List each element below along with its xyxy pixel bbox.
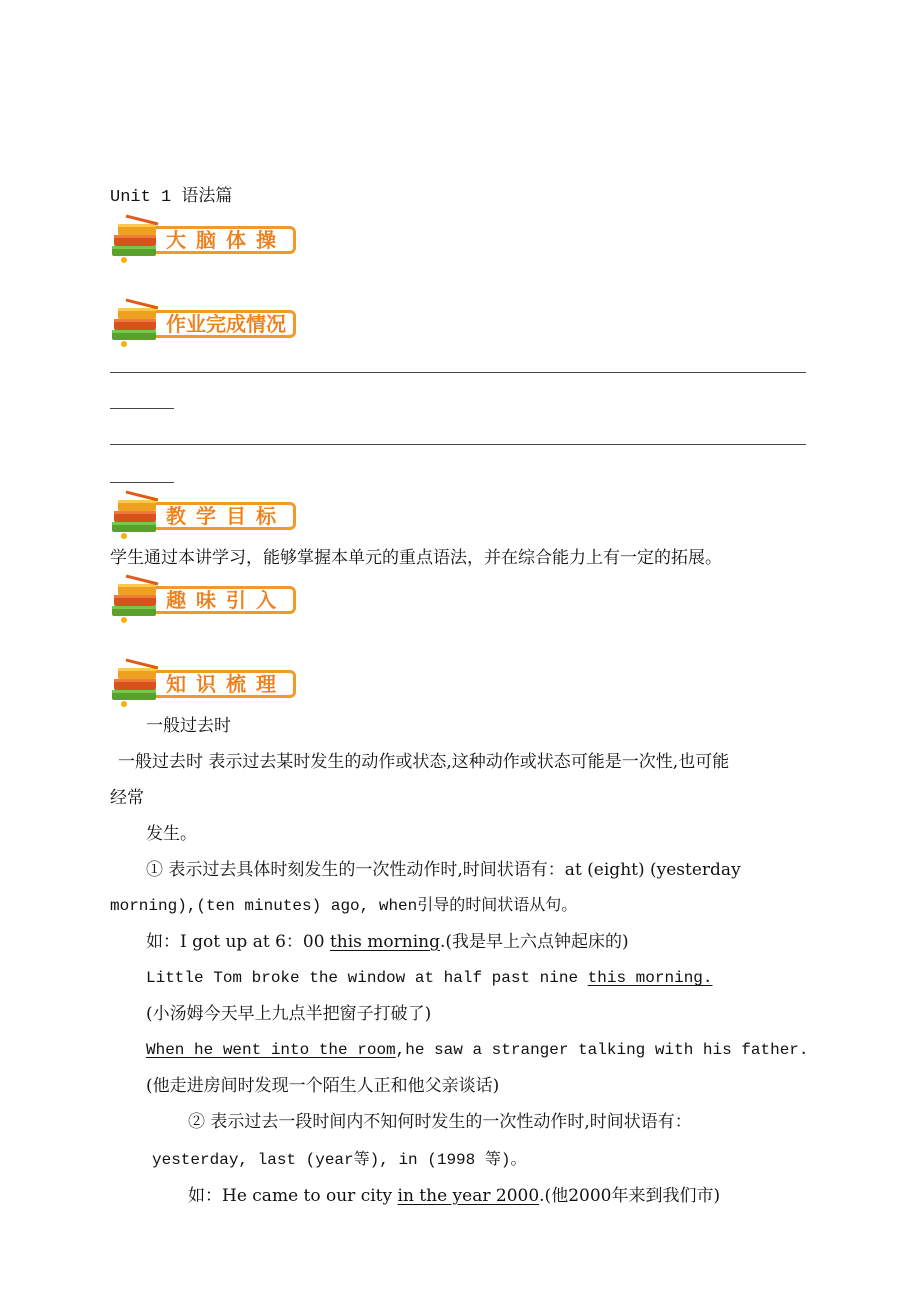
section-title: 教学目标 (166, 504, 286, 528)
example-underline: When he went into the room (146, 1041, 396, 1059)
example-suffix: .(我是早上六点钟起床的) (439, 932, 629, 952)
answer-line (110, 372, 806, 373)
section-title: 大脑体操 (166, 228, 286, 252)
answer-line (110, 482, 174, 483)
definition-line: 经常 (110, 788, 144, 808)
books-icon (108, 572, 168, 624)
example-underline: in the year 2000 (397, 1186, 540, 1206)
example-suffix: ,he saw a stranger talking with his father. (395, 1041, 809, 1059)
rule-1-line: morning),(ten minutes) ago, when引导的时间状语从句。 (110, 897, 578, 915)
rule-2-line: yesterday, last (year等), in (1998 等)。 (152, 1151, 527, 1169)
grammar-heading: 一般过去时 (146, 716, 231, 736)
answer-line (110, 408, 174, 409)
example-underline: this morning (329, 932, 440, 952)
section-banner-warmup (108, 212, 300, 262)
example-prefix: 如：I got up at 6：00 (146, 932, 330, 952)
section-banner-intro (108, 572, 300, 622)
example-3 (146, 1038, 809, 1062)
rule-2-line: ② 表示过去一段时间内不知何时发生的一次性动作时,时间状语有： (188, 1112, 692, 1132)
definition-line: 一般过去时 表示过去某时发生的动作或状态,这种动作或状态可能是一次性,也可能 (118, 752, 730, 772)
section-title: 作业完成情况 (166, 312, 286, 336)
example-4 (188, 1184, 720, 1208)
example-1 (146, 930, 629, 954)
page-title-text: Unit 1 语法篇 (110, 188, 233, 207)
section-title: 知识梳理 (166, 672, 286, 696)
rule-1-line: ① 表示过去具体时刻发生的一次性动作时,时间状语有：at (eight) (yesterday (146, 860, 741, 880)
goals-text: 学生通过本讲学习，能够掌握本单元的重点语法，并在综合能力上有一定的拓展。 (110, 548, 722, 568)
example-2-translation: (小汤姆今天早上九点半把窗子打破了) (146, 1004, 432, 1024)
section-title: 趣味引入 (166, 588, 286, 612)
example-suffix: .(他2000年来到我们市) (539, 1186, 721, 1206)
section-banner-goals (108, 488, 300, 538)
books-icon (108, 656, 168, 708)
books-icon (108, 488, 168, 540)
section-banner-homework (108, 296, 300, 346)
example-underline: this morning. (587, 969, 713, 987)
books-icon (108, 212, 168, 264)
page-title (110, 184, 232, 210)
books-icon (108, 296, 168, 348)
example-prefix: Little Tom broke the window at half past nine (146, 969, 588, 987)
example-2 (146, 966, 713, 990)
example-3-translation: (他走进房间时发现一个陌生人正和他父亲谈话) (146, 1076, 500, 1096)
answer-line (110, 444, 806, 445)
definition-line: 发生。 (146, 824, 197, 844)
example-prefix: 如：He came to our city (188, 1186, 398, 1206)
section-banner-knowledge (108, 656, 300, 706)
